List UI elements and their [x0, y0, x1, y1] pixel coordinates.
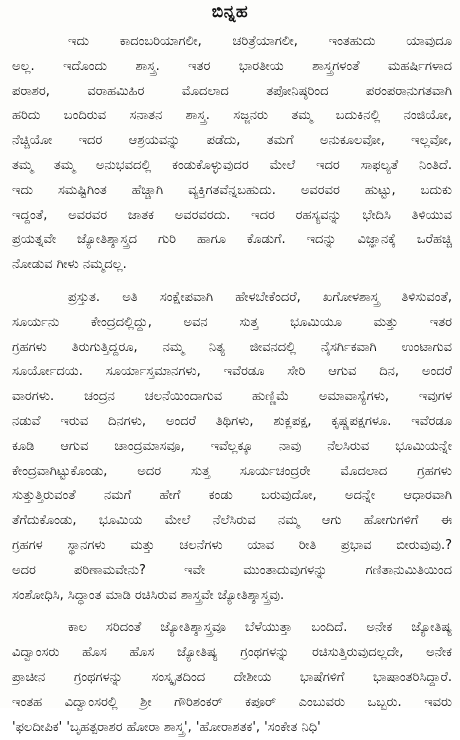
text-line: ಸಂಶೋಧಿಸಿ, ಸಿದ್ಧಾಂತ ಮಾಡಿ ರಚಿಸಿರುವ ಶಾಸ್ತ್ರವೇ ಜ್ಯೋತಿಶ್ಶಾಸ್ತ್ರವು.	[12, 587, 285, 603]
text-line: ಪ್ರಯತ್ನವೇ ಜ್ಯೋತಿಶ್ಶಾಸ್ತ್ರದ ಗುರಿ ಹಾಗೂ ಕೊಡುಗೆ. ಇದನ್ನು ವಿಜ್ಞಾನಕ್ಕೆ ಒರೆಹಚ್ಚಿ	[12, 232, 452, 248]
paragraph-gap	[12, 608, 452, 616]
paragraph-gap	[12, 278, 452, 286]
page-title: ಬಿನ್ನಹ	[211, 2, 249, 22]
text-line: 'ಫಲದೀಪಿಕ' 'ಬೃಹತ್ಪರಾಶರ ಹೋರಾ ಶಾಸ್ತ್ರ', 'ಹೋರಾಶತಕ', 'ಸಂಕೇತ ನಿಧಿ'	[12, 719, 321, 735]
text-line: ಸೂರ್ಯೋದಯ. ಸೂರ್ಯಾಸ್ತಮಾನಗಳು, ಇವೆರಡೂ ಸೇರಿ ಆಗುವ ದಿನ, ಅಂದರೆ	[12, 364, 452, 380]
text-line: ಇಂತಹ ವಿದ್ವಾಂಸರಲ್ಲಿ ಶ್ರೀ ಗೌರಿಶಂಕರ್ ಕಪೂರ್ ಎಂಬುವರು ಒಬ್ಬರು. ಇವರು	[12, 694, 452, 710]
text-line: ಗ್ರಹಗಳ ಸ್ಥಾನಗಳು ಮತ್ತು ಚಲನೆಗಳು ಯಾವ ರೀತಿ ಪ್ರಭಾವ ಬೀರುವುವು.?	[12, 537, 452, 553]
text-line: ಸೂರ್ಯನು ಕೇಂದ್ರದಲ್ಲಿದ್ದು, ಅವನ ಸುತ್ತ ಭೂಮಿಯೂ ಮತ್ತು ಇತರ	[12, 314, 452, 330]
text-line: ಪ್ರಾಚೀನ ಗ್ರಂಥಗಳನ್ನು ಸಂಸ್ಕೃತದಿಂದ ದೇಶೀಯ ಭಾಷೆಗಳಿಗೆ ಭಾಷಾಂತರಿಸಿದ್ದಾರೆ.	[12, 669, 452, 685]
text-line: ಕೂಡಿ ಆಗುವ ಚಾಂದ್ರಮಾಸವೂ, ಇವೆಲ್ಲಕ್ಕೂ ನಾವು ನೆಲಸಿರುವ ಭೂಮಿಯನ್ನೇ	[12, 438, 452, 454]
paragraph	[12, 286, 452, 608]
text-line: ನೋಡುವ ಗೀಳು ನಮ್ಮದಲ್ಲ.	[12, 257, 127, 273]
text-line: ಇದ್ದಂತೆ, ಅವರವರ ಜಾತಕ ಅವರವರದು. ಇದರ ರಹಸ್ಯವನ್ನು ಭೇದಿಸಿ ತಿಳಿಯುವ	[12, 207, 452, 223]
text-line: ಗ್ರಹಗಳು ತಿರುಗುತ್ತಿದ್ದರೂ, ನಮ್ಮ ನಿತ್ಯ ಜೀವನದಲ್ಲಿ ನೈಸರ್ಗಿಕವಾಗಿ ಉಂಟಾಗುವ	[12, 339, 452, 355]
text-line: ತೆಗೆದುಕೊಂಡು, ಭೂಮಿಯ ಮೇಲೆ ನೆಲೆಸಿರುವ ನಮ್ಮ ಆಗು ಹೋಗುಗಳಿಗೆ ಈ	[12, 513, 452, 529]
text-line: ತಮ್ಮ ತಮ್ಮ ಅನುಭವದಲ್ಲಿ ಕಂಡುಕೊಳ್ಳುವುದರ ಮೇಲೆ ಇದರ ಸಾಫಲ್ಯತೆ ನಿಂತಿದೆ.	[12, 157, 452, 173]
text-line: ಇದು ಸಮಷ್ಟಿಗಿಂತ ಹೆಚ್ಚಾಗಿ ವ್ಯಕ್ತಿಗತವೆನ್ನಬಹುದು. ಅವರವರ ಹುಟ್ಟು, ಬದುಕು	[12, 182, 452, 198]
text-line: ಇದು ಕಾದಂಬರಿಯಾಗಲೀ, ಚರಿತ್ರೆಯಾಗಲೀ, ಇಂತಹುದು ಯಾವುದೂ	[68, 34, 452, 49]
text-line: ಕೇಂದ್ರವಾಗಿಟ್ಟುಕೊಂಡು, ಅದರ ಸುತ್ತ ಸೂರ್ಯಚಂದ್ರರೇ ಮೊದಲಾದ ಗ್ರಹಗಳು	[12, 463, 452, 479]
text-line: ಪರಾಶರ, ವರಾಹಮಿಹಿರ ಮೊದಲಾದ ತಪೋನಿಷ್ಠರಿಂದ ಪರಂಪರಾನುಗತವಾಗಿ	[12, 83, 452, 99]
text-line: ನೆಚ್ಚಿಯೋ ಇದರ ಆಶ್ರಯವನ್ನು ಪಡೆದು, ತಮಗೆ ಅನುಕೂಲವೋ, ಇಲ್ಲವೋ,	[12, 133, 452, 149]
text-line: ಹರಿದು ಬಂದಿರುವ ಸನಾತನ ಶಾಸ್ತ್ರ. ಸಜ್ಜನರು ತಮ್ಮ ಬದುಕಿನಲ್ಲಿ ನಂಜಿಯೋ,	[12, 108, 452, 124]
paragraph	[12, 30, 452, 278]
text-line: ಕಾಲ ಸರಿದಂತೆ ಜ್ಯೋತಿಶ್ಶಾಸ್ತ್ರವೂ ಬೆಳೆಯುತ್ತಾ ಬಂದಿದೆ. ಅನೇಕ ಜ್ಯೋತಿಷ್ಯ	[68, 620, 452, 636]
text-line: ಸುತ್ತುತ್ತಿರುವಂತೆ ನಮಗೆ ಹೇಗೆ ಕಂಡು ಬರುವುದೋ, ಅದನ್ನೇ ಆಧಾರವಾಗಿ	[12, 488, 452, 504]
text-line: ಪ್ರಸ್ತುತ. ಅತಿ ಸಂಕ್ಷೇಪವಾಗಿ ಹೇಳಬೇಕೆಂದರೆ, ಖಗೋಳಶಾಸ್ತ್ರ ತಿಳಿಸುವಂತೆ,	[68, 289, 452, 305]
text-line: ವಿದ್ವಾಂಸರು ಹೊಸ ಹೊಸ ಜ್ಯೋತಿಷ್ಯ ಗ್ರಂಥಗಳನ್ನು ರಚಿಸುತ್ತಿರುವುದಲ್ಲದೇ, ಅನೇಕ	[12, 645, 452, 661]
paragraph	[12, 616, 452, 740]
document-body	[12, 30, 452, 740]
text-line: ಅಲ್ಲ. ಇದೊಂದು ಶಾಸ್ತ್ರ. ಇತರ ಭಾರತೀಯ ಶಾಸ್ತ್ರಗಳಂತೆ ಮಹರ್ಷಿಗಳಾದ	[12, 58, 452, 74]
text-line: ನಡುವೆ ಇರುವ ದಿನಗಳು, ಅಂದರೆ ತಿಥಿಗಳು, ಶುಕ್ಲಪಕ್ಷ, ಕೃಷ್ಣಪಕ್ಷಗಳೂ. ಇವೆರಡೂ	[12, 413, 452, 429]
text-line: ಅದರ ಪರಿಣಾಮವೇನು? ಇವೇ ಮುಂತಾದುವುಗಳನ್ನು ಗಣಿತಾನುಮಿತಿಯಿಂದ	[12, 562, 452, 578]
text-line: ವಾರಗಳು. ಚಂದ್ರನ ಚಲನೆಯಿಂದಾಗುವ ಹುಣ್ಣಿಮೆ ಅಮಾವಾಸ್ಯೆಗಳು, ಇವುಗಳ	[12, 389, 452, 405]
